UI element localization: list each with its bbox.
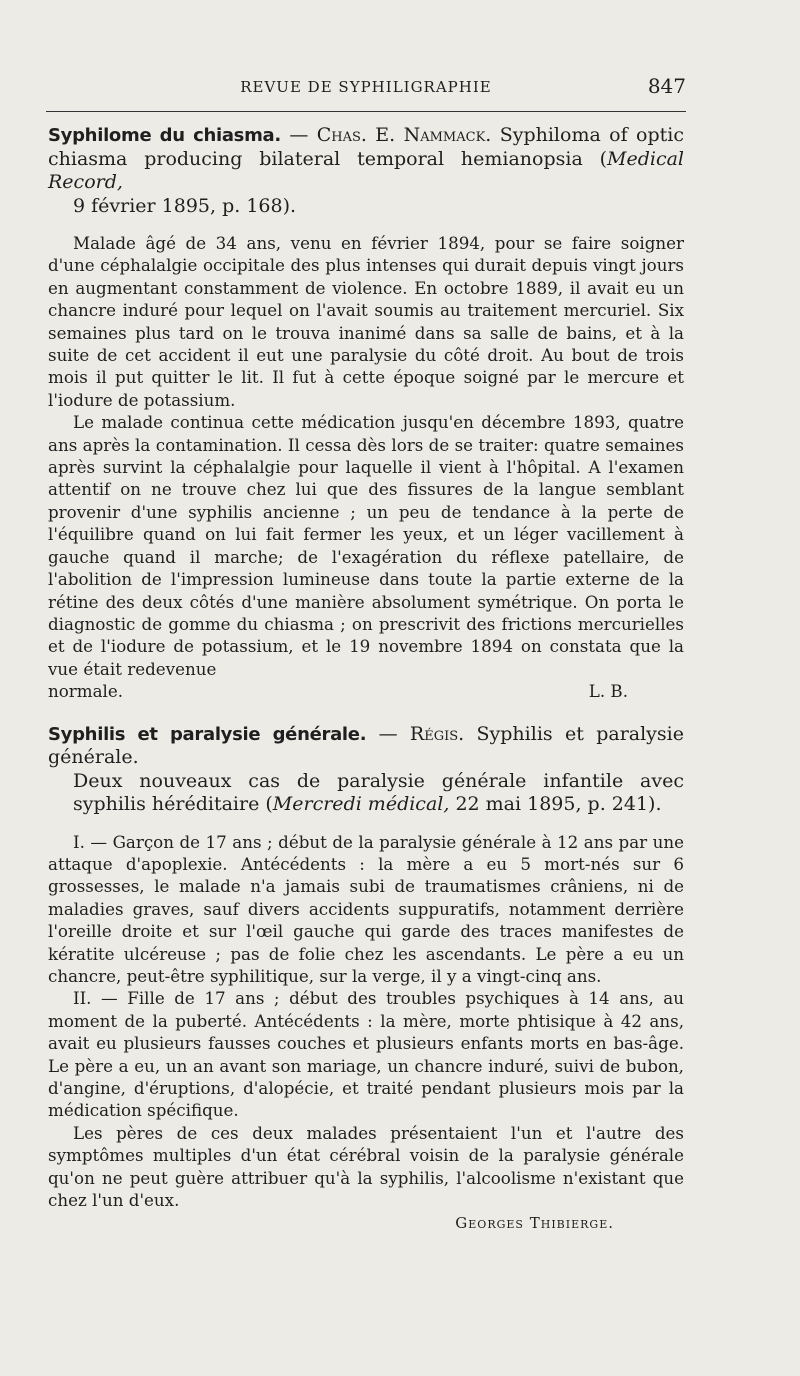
article-2-author: Régis. [409, 722, 465, 745]
article-1-closing-word: normale. [48, 681, 124, 702]
article-2-title: Syphilis et paralysie générale. [48, 723, 367, 745]
article-1-paragraph-2: Le malade continua cette médication jusqu'en décembre 1893, quatre ans après la contamination. Il cessa dès lors de se traiter: quatre semaines après survint la céphalalgie pour laquelle il vient à l'hôpital. A l'examen attentif on ne trouve chez lui que des fissures de la langue semblant provenir d'une syphilis ancienne ; un peu de tendance à la perte de l'équilibre quand on lui fait fermer les yeux, et un léger vacillement à gauche quand il marche; de l'exagération du réflexe patellaire, de l'abolition de l'impression lumineuse dans toute la partie externe de la rétine des deux côtés d'une manière absolument symétrique. On porta le diagnostic de gomme du chiasma ; on prescrivit des frictions mercurielles et de l'iodure de potassium, et le 19 novembre 1894 on constata que la vue était redevenue [48, 412, 684, 679]
article-2-citation-tail: 22 mai 1895, p. 241). [449, 793, 662, 816]
article-1-author: Chas. E. Nammack. [316, 124, 492, 146]
article-1-heading [48, 124, 684, 218]
article-1-citation: Syphiloma of optic chiasma producing bilateral temporal hemianopsia ( [48, 124, 684, 170]
article-2-citation-line2 [48, 770, 684, 817]
article-2-citation-text: Deux nouveaux cas de paralysie générale infantile avec syphilis héréditaire ( [73, 769, 684, 816]
article-2-citation: Syphilis et paralysie générale. [48, 722, 684, 769]
article-2-dash: — [366, 722, 410, 745]
article-2-paragraph-2: II. — Fille de 17 ans ; début des troubles psychiques à 14 ans, au moment de la puberté. Antécédents : la mère, morte phtisique à 42 ans, avait eu plusieurs fausses couches et plusieurs enfants morts en bas-âge. Le père a eu, un an avant son mariage, un chancre induré, suivi de bubon, d'angine, d'éruptions, d'alopécie, et traité pendant plusieurs mois par la médication spécifique. [48, 988, 684, 1121]
page-number: 847 [647, 74, 686, 98]
article-1-title: Syphilome du chiasma. [48, 125, 281, 146]
article-2-paragraph-1: I. — Garçon de 17 ans ; début de la paralysie générale à 12 ans par une attaque d'apoplexie. Antécédents : la mère a eu 5 mort-nés sur 6 grossesses, le malade n'a jamais subi de traumatismes crâniens, ni de maladies graves, sauf divers accidents suppuratifs, notamment derrière l'oreille droite et sur l'œil gauche qui garde des traces manifestes de kératite ulcéreuse ; pas de folie chez les ascendants. Le père a eu un chancre, peut-être syphilitique, sur la verge, il y a vingt-cinq ans. [48, 831, 684, 986]
article-2-heading [48, 723, 684, 817]
article-1-signature: L. B. [588, 681, 628, 702]
running-head [46, 74, 686, 102]
article-1-journal: Medical Record, [48, 147, 684, 193]
section-spacer [48, 703, 684, 719]
article-1-closing-line [48, 680, 684, 702]
article-2-signature: Georges Thibierge. [455, 1214, 614, 1233]
header-rule [46, 111, 686, 112]
page-body [48, 120, 684, 1235]
article-1-paragraph-1: Malade âgé de 34 ans, venu en février 1894, pour se faire soigner d'une céphalalgie occipitale des plus intenses qui durait depuis vingt jours en augmentant constamment de violence. En octobre 1889, il avait eu un chancre induré pour lequel on l'avait soumis au traitement mercuriel. Six semaines plus tard on le trouva inanimé dans sa salle de bains, et à la suite de cet accident il eut une paralysie du côté droit. Au bout de trois mois il put quitter le lit. Il fut à cette époque soigné par le mercure et l'iodure de potassium. [48, 233, 684, 410]
article-1-citation-tail: 9 février 1895, p. 168). [73, 194, 297, 217]
article-2-paragraph-3: Les pères de ces deux malades présentaient l'un et l'autre des symptômes multiples d'un état cérébral voisin de la paralysie générale qu'on ne peut guère attribuer qu'à la syphilis, l'alcoolisme n'existant que chez l'un d'eux. [48, 1122, 684, 1211]
running-title: REVUE DE SYPHILIGRAPHIE [240, 78, 492, 96]
article-1-dash: — [280, 124, 317, 146]
article-2-journal: Mercredi médical, [272, 793, 450, 816]
